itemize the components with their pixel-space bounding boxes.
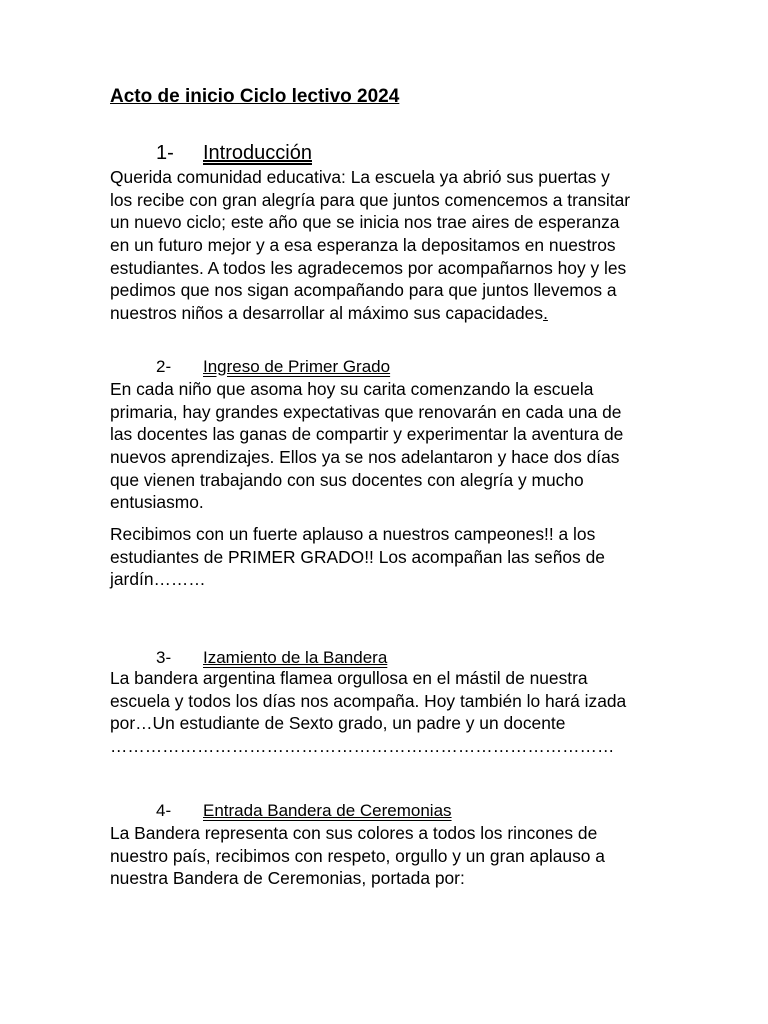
- section-number: 4-: [156, 801, 172, 820]
- text-line: nuestro país, recibimos con respeto, orgullo y un gran aplauso a: [110, 845, 605, 866]
- section-paragraph: [110, 378, 670, 514]
- section-number: 1-: [156, 142, 174, 164]
- text-line: que vienen trabajando con sus docentes con alegría y mucho: [110, 469, 584, 490]
- text-line: entusiasmo.: [110, 492, 204, 513]
- text-line: [110, 302, 670, 325]
- section-title: Entrada Bandera de Ceremonias: [203, 801, 452, 820]
- text-line: jardín………: [110, 569, 206, 590]
- text-line: En cada niño que asoma hoy su carita comenzando la escuela: [110, 379, 594, 399]
- text-line: estudiantes. A todos les agradecemos por acompañarnos hoy y les: [110, 257, 627, 278]
- text-line: un nuevo ciclo; este año que se inicia nos trae aires de esperanza: [110, 212, 620, 233]
- section-title: Introducción: [203, 142, 312, 164]
- text-line: ……………………………………………………………………………: [110, 736, 615, 757]
- text-line: estudiantes de PRIMER GRADO!! Los acompañan las seños de: [110, 546, 605, 567]
- text-line: en un futuro mejor y a esa esperanza la depositamos en nuestros: [110, 235, 616, 256]
- text-line: nuevos aprendizajes. Ellos ya se nos adelantaron y hace dos días: [110, 447, 620, 468]
- text-line: La bandera argentina flamea orgullosa en el mástil de nuestra: [110, 668, 588, 688]
- text-line: escuela y todos los días nos acompaña. Hoy también lo hará izada: [110, 690, 627, 711]
- text-line: Recibimos con un fuerte aplauso a nuestros campeones!! a los: [110, 524, 596, 544]
- section-paragraph: [110, 667, 670, 758]
- text-line: los recibe con gran alegría para que juntos comencemos a transitar: [110, 189, 631, 210]
- trailing-period: .: [543, 303, 548, 324]
- text-line: primaria, hay grandes expectativas que renovarán en cada una de: [110, 401, 622, 422]
- text-line-content: nuestros niños a desarrollar al máximo sus capacidades: [110, 303, 544, 324]
- text-line: nuestra Bandera de Ceremonias, portada por:: [110, 868, 465, 889]
- section-number: 3-: [156, 648, 172, 667]
- text-line: por…Un estudiante de Sexto grado, un padre y un docente: [110, 713, 566, 734]
- text-line: Querida comunidad educativa: La escuela ya abrió sus puertas y: [110, 167, 610, 187]
- section-paragraph: [110, 822, 670, 890]
- section-paragraph: [110, 523, 670, 591]
- section-number: 2-: [156, 357, 172, 376]
- text-line: las docentes las ganas de compartir y experimentar la aventura de: [110, 424, 624, 445]
- document-title: Acto de inicio Ciclo lectivo 2024: [110, 86, 400, 107]
- section-title: Izamiento de la Bandera: [203, 648, 388, 667]
- text-line: pedimos que nos sigan acompañando para que juntos llevemos a: [110, 280, 617, 301]
- text-line: La Bandera representa con sus colores a todos los rincones de: [110, 823, 598, 843]
- section-title: Ingreso de Primer Grado: [203, 357, 391, 376]
- section-paragraph: [110, 166, 670, 325]
